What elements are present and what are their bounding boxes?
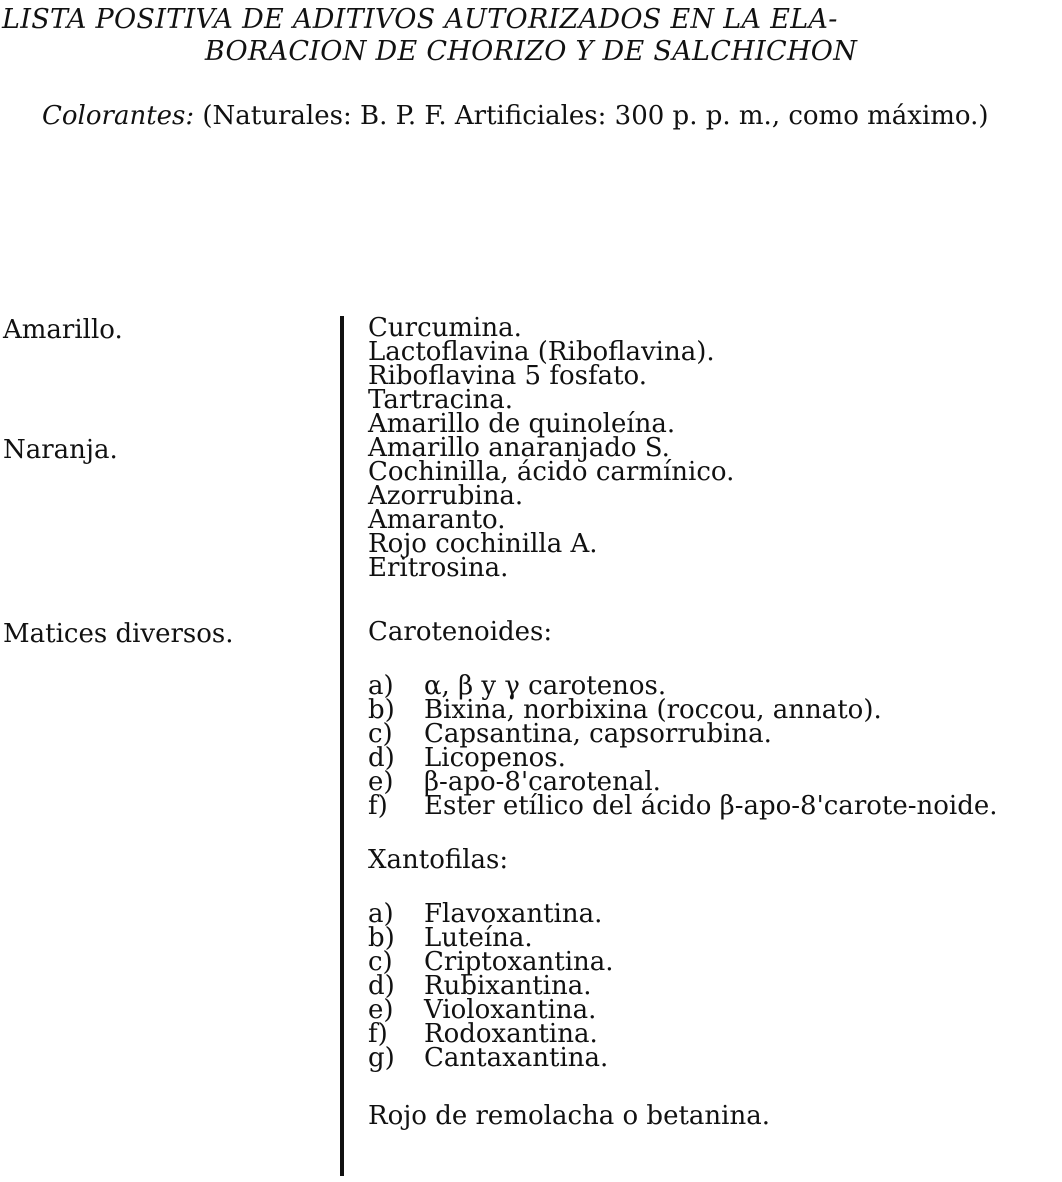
title-line-1: LISTA POSITIVA DE ADITIVOS AUTORIZADOS EN LA ELA- [2, 4, 838, 35]
row-letter: b) [368, 695, 395, 725]
final-list-item: Rojo de remolacha o betanina. [368, 1101, 770, 1131]
row-letter: a) [368, 671, 394, 701]
list-item: Azorrubina. [368, 481, 524, 511]
row-text: Violoxantina. [424, 995, 597, 1025]
row-letter: a) [368, 899, 394, 929]
row-letter: d) [368, 971, 395, 1001]
row-letter: f) [368, 791, 388, 821]
row-text: Rodoxantina. [424, 1019, 598, 1049]
list-item: Cochinilla, ácido carmínico. [368, 457, 735, 487]
list-item: Curcumina. [368, 313, 522, 343]
list-item: Amaranto. [368, 505, 506, 535]
row-text: Bixina, norbixina (roccou, annato). [424, 695, 882, 725]
list-item: Amarillo anaranjado S. [368, 433, 670, 463]
row-letter: f) [368, 1019, 388, 1049]
intro-paragraph [2, 100, 1056, 132]
list-item: Riboflavina 5 fosfato. [368, 361, 648, 391]
row-letter: g) [368, 1043, 395, 1073]
category-naranja: Naranja. [3, 435, 118, 465]
carotenoid-row [368, 791, 1058, 821]
row-letter: c) [368, 947, 393, 977]
row-letter: b) [368, 923, 395, 953]
column-divider [340, 316, 344, 1176]
row-text: Rubixantina. [424, 971, 592, 1001]
row-text: Cantaxantina. [424, 1043, 609, 1073]
row-text: Capsantina, capsorrubina. [424, 719, 772, 749]
category-amarillo: Amarillo. [3, 315, 123, 345]
row-letter: d) [368, 743, 395, 773]
category-matices: Matices diversos. [3, 619, 234, 649]
intro-text: (Naturales: B. P. F. Artificiales: 300 p. p. m., como máximo.) [194, 101, 989, 131]
row-text: Luteína. [424, 923, 533, 953]
list-item: Lactoflavina (Riboflavina). [368, 337, 715, 367]
list-item: Tartracina. [368, 385, 514, 415]
list-item: Rojo cochinilla A. [368, 529, 598, 559]
row-text: β-apo-8'carotenal. [424, 767, 661, 797]
row-letter: c) [368, 719, 393, 749]
xanthophylls-heading: Xantofilas: [368, 845, 509, 875]
document-title [0, 4, 1062, 68]
colorant-list [368, 313, 1058, 1131]
row-text: Criptoxantina. [424, 947, 614, 977]
title-line-2: BORACION DE CHORIZO Y DE SALCHICHON [204, 36, 858, 67]
carotenoids-heading: Carotenoides: [368, 617, 553, 647]
xanthophyll-row [368, 1043, 1058, 1073]
row-text: Flavoxantina. [424, 899, 603, 929]
row-text: Licopenos. [424, 743, 566, 773]
intro-label: Colorantes: [42, 101, 195, 131]
row-letter: e) [368, 767, 394, 797]
list-item: Amarillo de quinoleína. [368, 409, 676, 439]
row-letter: e) [368, 995, 394, 1025]
list-item: Eritrosina. [368, 553, 509, 583]
row-text: Ester etílico del ácido β-apo-8'carote-noide. [424, 791, 998, 821]
row-text: α, β y γ carotenos. [424, 671, 667, 701]
